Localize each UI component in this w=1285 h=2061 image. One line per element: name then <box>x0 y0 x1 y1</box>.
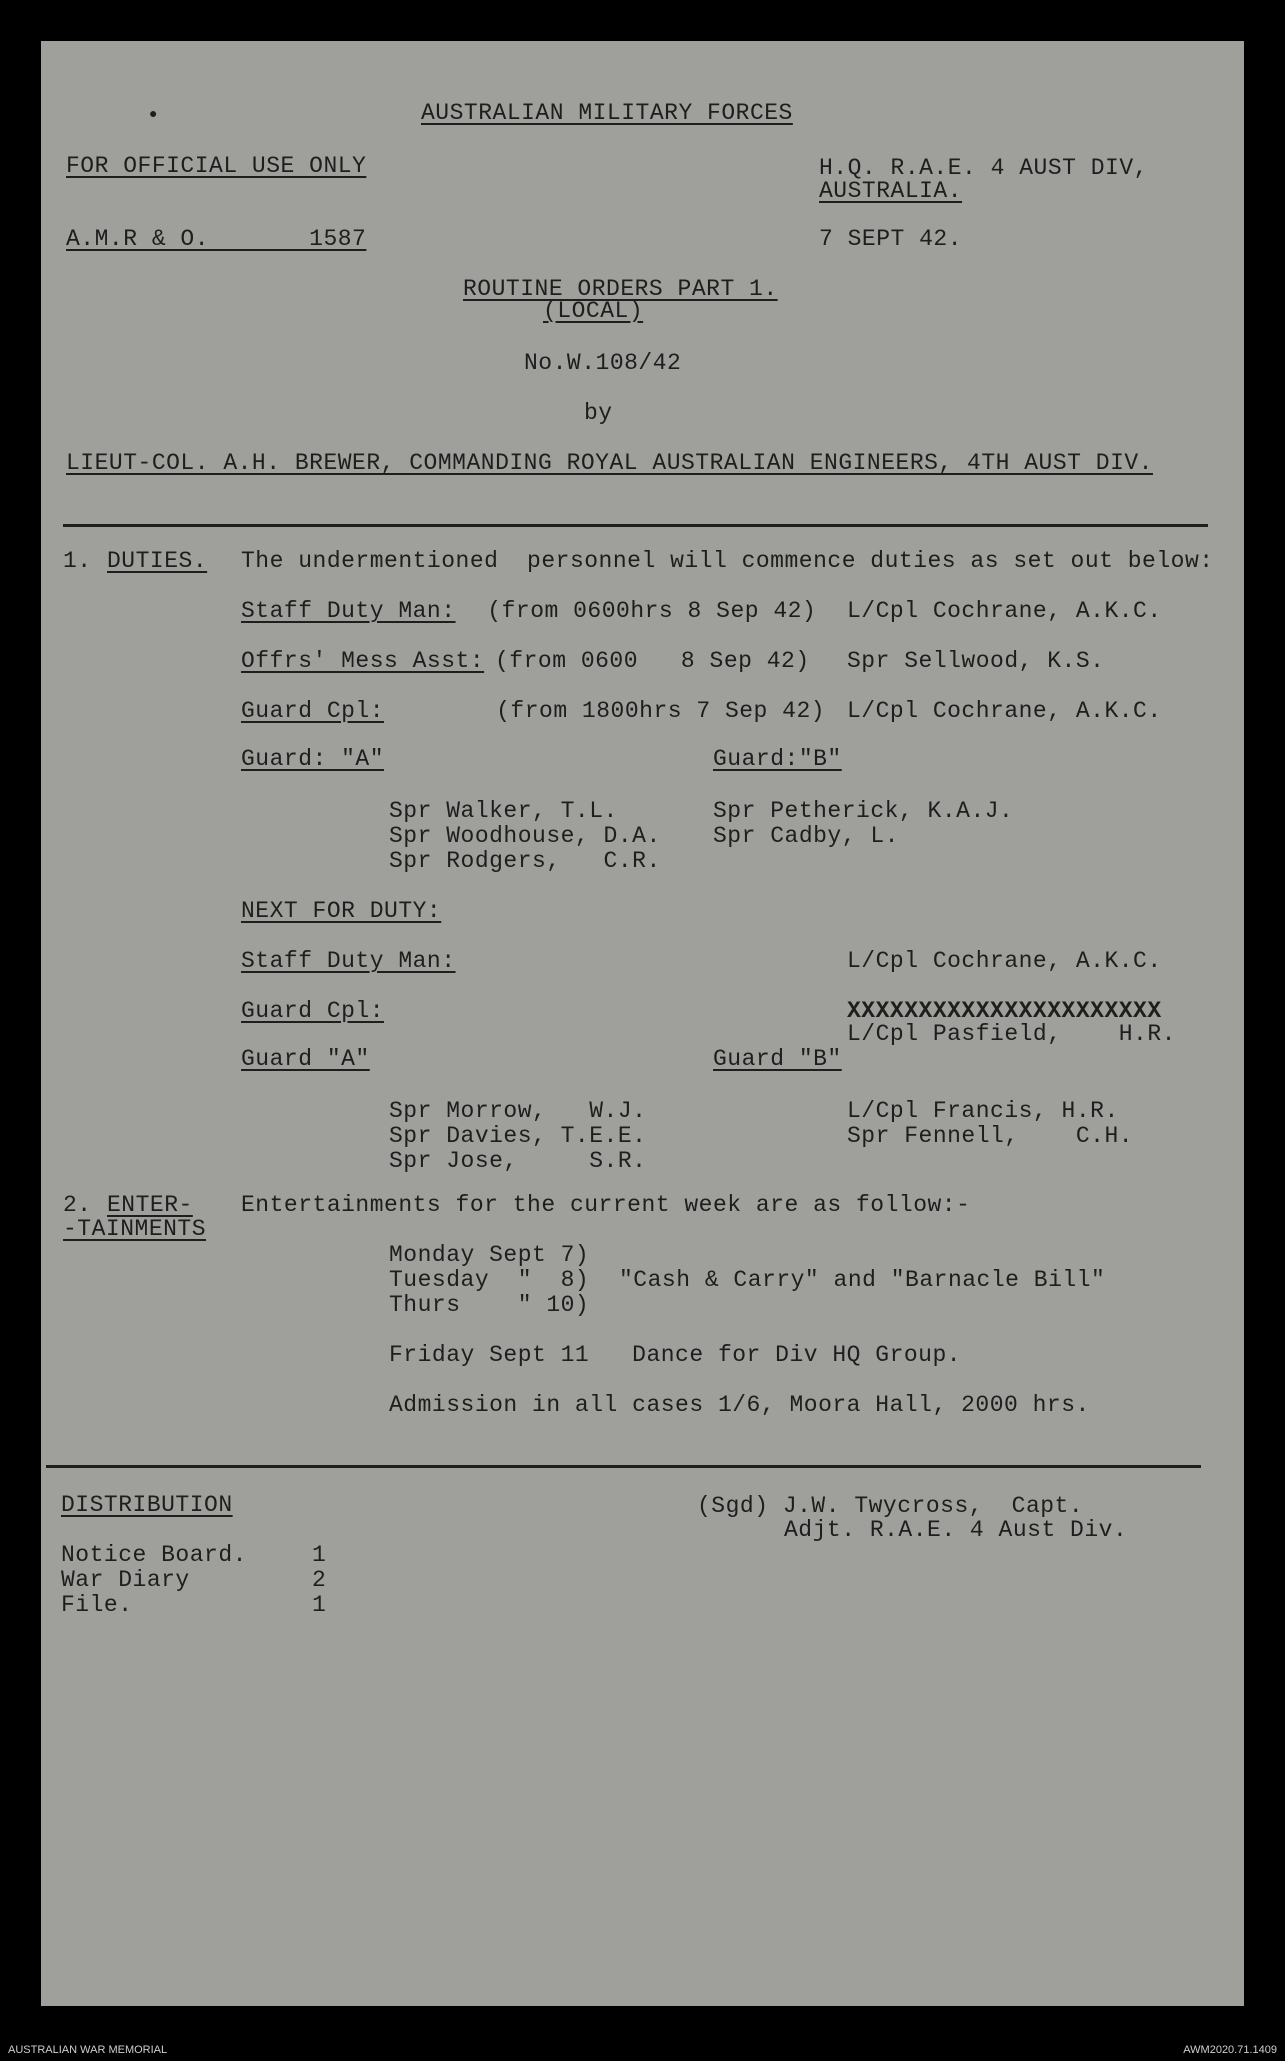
orders-title: ROUTINE ORDERS PART 1. <box>463 276 778 302</box>
document-page <box>41 41 1244 2006</box>
section-heading-cont: -TAINMENTS <box>63 1216 207 1242</box>
distribution-item: War Diary <box>61 1567 190 1593</box>
entertainment-day: Tuesday " 8) <box>389 1267 590 1293</box>
divider <box>46 1465 1201 1468</box>
entertainment-day: Monday Sept 7) <box>389 1242 590 1268</box>
commander-line: LIEUT-COL. A.H. BREWER, COMMANDING ROYAL AUSTRALIAN ENGINEERS, 4TH AUST DIV. <box>66 450 1153 476</box>
next-guard-b-label: Guard "B" <box>713 1046 842 1072</box>
divider <box>63 524 1208 527</box>
footer-credit: AUSTRALIAN WAR MEMORIAL <box>8 2044 168 2056</box>
next-guard-b-member: Spr Fennell, C.H. <box>847 1123 1134 1149</box>
section-number: 2. <box>63 1192 92 1218</box>
order-number: No.W.108/42 <box>524 350 682 376</box>
next-guard-a-member: Spr Davies, T.E.E. <box>389 1123 647 1149</box>
by-line: by <box>584 400 613 426</box>
distribution-count: 2 <box>312 1567 327 1593</box>
ink-mark-icon: ● <box>149 107 158 123</box>
distribution-item: File. <box>61 1592 133 1618</box>
next-guard-a-member: Spr Morrow, W.J. <box>389 1098 647 1124</box>
offrs-mess-name: Spr Sellwood, K.S. <box>847 648 1105 674</box>
guard-b-member: Spr Cadby, L. <box>713 823 899 849</box>
friday-entertainment: Friday Sept 11 Dance for Div HQ Group. <box>389 1342 962 1368</box>
classification: FOR OFFICIAL USE ONLY <box>66 153 367 179</box>
next-guard-a-member: Spr Jose, S.R. <box>389 1148 647 1174</box>
guard-a-member: Spr Walker, T.L. <box>389 798 618 824</box>
duties-intro: The undermentioned personnel will commence duties as set out below: <box>241 548 1214 574</box>
signature-title: Adjt. R.A.E. 4 Aust Div. <box>784 1517 1128 1543</box>
distribution-heading: DISTRIBUTION <box>61 1492 233 1518</box>
distribution-count: 1 <box>312 1592 327 1618</box>
next-for-duty-heading: NEXT FOR DUTY: <box>241 898 442 924</box>
hq-line-1: H.Q. R.A.E. 4 AUST DIV, <box>819 155 1148 181</box>
next-staff-duty-name: L/Cpl Cochrane, A.K.C. <box>847 948 1162 974</box>
staff-duty-label: Staff Duty Man: <box>241 598 456 624</box>
section-heading: DUTIES. <box>107 548 208 574</box>
entertainment-day: Thurs " 10) <box>389 1292 590 1318</box>
next-guard-a-label: Guard "A" <box>241 1046 370 1072</box>
orders-subtitle: (LOCAL) <box>543 298 644 324</box>
guard-cpl-name: L/Cpl Cochrane, A.K.C. <box>847 698 1162 724</box>
guard-cpl-label: Guard Cpl: <box>241 698 385 724</box>
admission-info: Admission in all cases 1/6, Moora Hall, 2000 hrs. <box>389 1392 1090 1418</box>
offrs-mess-label: Offrs' Mess Asst: <box>241 648 485 674</box>
staff-duty-name: L/Cpl Cochrane, A.K.C. <box>847 598 1162 624</box>
guard-cpl-time: (from 1800hrs 7 Sep 42) <box>396 698 826 724</box>
footer-accession-number: AWM2020.71.1409 <box>1183 2044 1277 2056</box>
distribution-item: Notice Board. <box>61 1542 247 1568</box>
reference-number: A.M.R & O. 1587 <box>66 226 367 252</box>
next-guard-cpl-label: Guard Cpl: <box>241 998 385 1024</box>
next-staff-duty-label: Staff Duty Man: <box>241 948 456 974</box>
entertainments-intro: Entertainments for the current week are as follow:- <box>241 1192 971 1218</box>
guard-a-member: Spr Rodgers, C.R. <box>389 848 661 874</box>
offrs-mess-time: (from 0600 8 Sep 42) <box>495 648 810 674</box>
section-number: 1. <box>63 548 92 574</box>
document-date: 7 SEPT 42. <box>819 226 963 252</box>
struck-out-text: XXXXXXXXXXXXXXXXXXXXXX <box>847 998 1162 1024</box>
signature-line: (Sgd) J.W. Twycross, Capt. <box>697 1493 1084 1519</box>
guard-a-label: Guard: "A" <box>241 746 385 772</box>
film-titles: "Cash & Carry" and "Barnacle Bill" <box>619 1267 1106 1293</box>
hq-line-2: AUSTRALIA. <box>819 178 963 204</box>
document-title: AUSTRALIAN MILITARY FORCES <box>421 100 793 126</box>
section-heading: ENTER- <box>107 1192 193 1218</box>
guard-b-label: Guard:"B" <box>713 746 842 772</box>
guard-b-member: Spr Petherick, K.A.J. <box>713 798 1014 824</box>
guard-a-member: Spr Woodhouse, D.A. <box>389 823 661 849</box>
next-guard-b-member: L/Cpl Francis, H.R. <box>847 1098 1119 1124</box>
distribution-count: 1 <box>312 1542 327 1568</box>
staff-duty-time: (from 0600hrs 8 Sep 42) <box>473 598 817 624</box>
next-guard-cpl-name: L/Cpl Pasfield, H.R. <box>847 1021 1176 1047</box>
